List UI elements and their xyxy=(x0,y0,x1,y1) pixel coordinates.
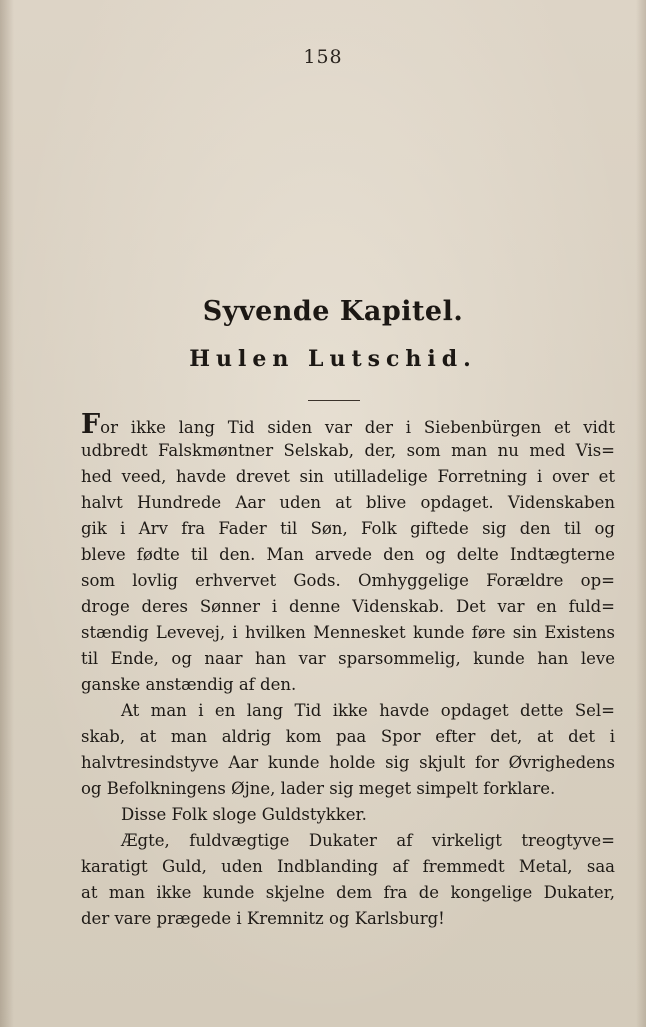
text-line: At man i en lang Tid ikke havde opdaget dette Sel= xyxy=(121,701,615,720)
chapter-title: Syvende Kapitel. xyxy=(202,296,464,327)
text-line: gik i Arv fra Fader til Søn, Folk giftede sig den til og xyxy=(81,519,615,538)
text-line: For ikke lang Tid siden var der i Siebenbürgen et vidt xyxy=(81,412,615,438)
text-line: og Befolkningens Øjne, lader sig meget simpelt forklare. xyxy=(81,779,556,798)
text-line: karatigt Guld, uden Indblanding af fremmedt Metal, saa xyxy=(81,857,615,876)
text-line: udbredt Falskmøntner Selskab, der, som man nu med Vis= xyxy=(81,441,615,460)
text-line: til Ende, og naar han var sparsommelig, kunde han leve xyxy=(81,649,615,668)
text-line: som lovlig erhvervet Gods. Omhyggelige Forældre op= xyxy=(81,571,615,590)
text-line: bleve fødte til den. Man arvede den og delte Indtægterne xyxy=(81,545,615,564)
text-line: Disse Folk sloge Guldstykker. xyxy=(121,805,367,824)
paragraph-1 xyxy=(81,412,615,698)
text-line: hed veed, havde drevet sin utilladelige Forretning i over et xyxy=(81,467,615,486)
text-line: halvtresindstyve Aar kunde holde sig skjult for Øvrighedens xyxy=(81,753,615,772)
section-divider xyxy=(308,400,360,401)
page-number: 158 xyxy=(303,46,343,68)
paragraph-4 xyxy=(81,828,615,932)
paragraph-2 xyxy=(81,698,615,802)
text-line: ganske anstændig af den. xyxy=(81,675,297,694)
text-line: der vare prægede i Kremnitz og Karlsburg! xyxy=(81,909,445,928)
paragraph-3 xyxy=(81,802,615,828)
text-line: skab, at man aldrig kom paa Spor efter det, at det i xyxy=(81,727,615,746)
drop-cap: F xyxy=(81,412,101,438)
page-edge-shadow-left xyxy=(0,0,14,1027)
text-line: droge deres Sønner i denne Videnskab. Det var en fuld= xyxy=(81,597,615,616)
text-line: at man ikke kunde skjelne dem fra de kongelige Dukater, xyxy=(81,883,615,902)
text-line: halvt Hundrede Aar uden at blive opdaget. Videnskaben xyxy=(81,493,615,512)
chapter-subtitle: Hulen Lutschid. xyxy=(189,346,477,372)
body-text xyxy=(81,412,615,932)
text-line: stændig Levevej, i hvilken Mennesket kunde føre sin Existens xyxy=(81,623,615,642)
text-line: Ægte, fuldvægtige Dukater af virkeligt treogtyve= xyxy=(121,831,615,850)
page-edge-shadow-right xyxy=(636,0,646,1027)
